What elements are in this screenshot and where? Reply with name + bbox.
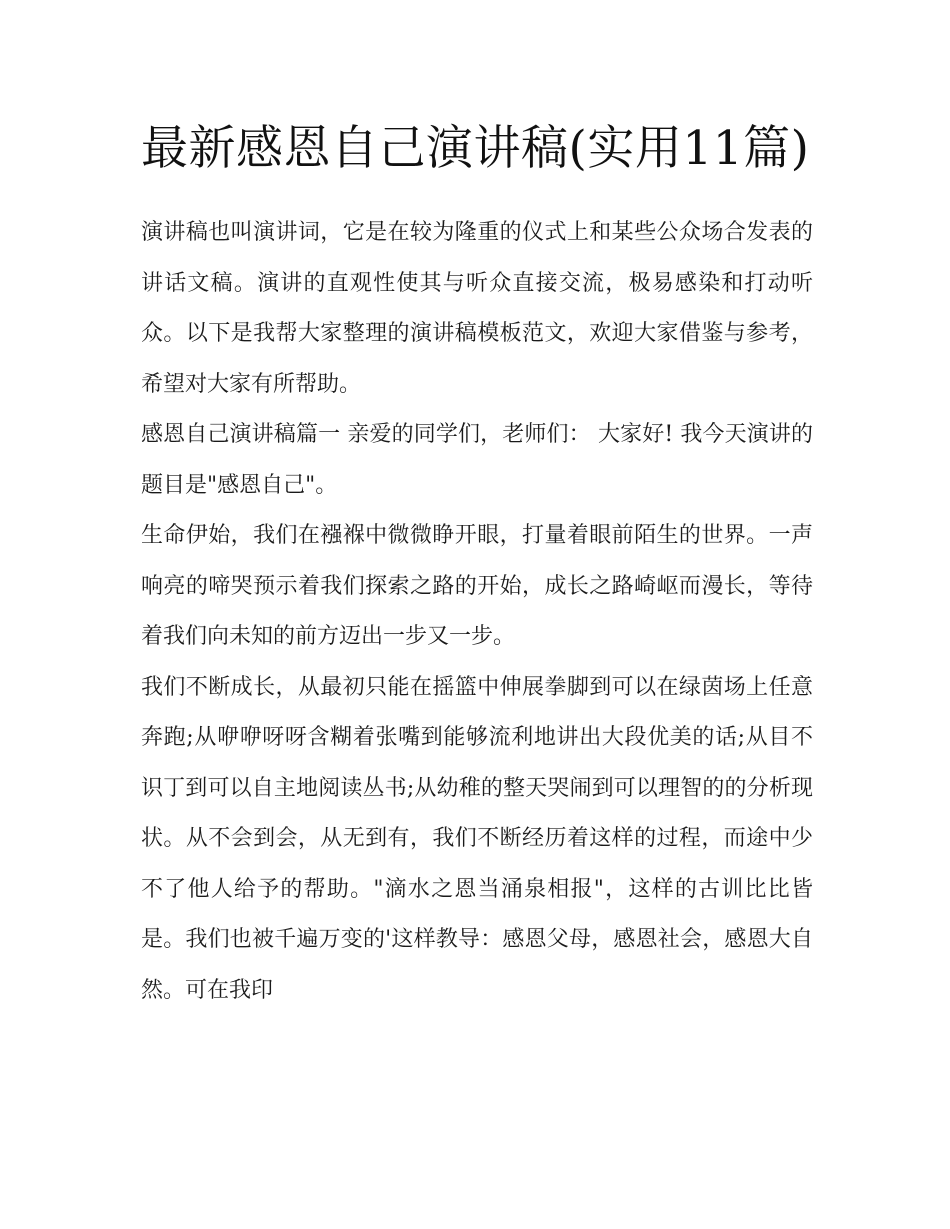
paragraph-greeting: 感恩自己演讲稿篇一 亲爱的同学们，老师们： 大家好! 我今天演讲的题目是"感恩自己"。 — [141, 422, 813, 498]
paragraph-intro: 演讲稿也叫演讲词，它是在较为隆重的仪式上和某些公众场合发表的讲话文稿。演讲的直观性使其与听众直接交流，极易感染和打动听众。以下是我帮大家整理的演讲稿模板范文，欢迎大家借鉴与参考，希望对大家有所帮助。 — [141, 220, 813, 397]
paragraph-growth: 我们不断成长，从最初只能在摇篮中伸展拳脚到可以在绿茵场上任意奔跑;从咿咿呀呀含糊着张嘴到能够流利地讲出大段优美的话;从目不识丁到可以自主地阅读丛书;从幼稚的整天哭闹到可以理智的的分析现状。从不会到会，从无到有，我们不断经历着这样的过程，而途中少不了他人给予的帮助。"滴水之恩当涌泉相报"，这样的古训比比皆是。我们也被千遍万变的'这样教导：感恩父母，感恩社会，感恩大自然。可在我印 — [141, 674, 813, 1003]
document-body — [141, 112, 813, 1016]
paragraph-birth: 生命伊始，我们在襁褓中微微睁开眼，打量着眼前陌生的世界。一声响亮的啼哭预示着我们探索之路的开始，成长之路崎岖而漫长，等待着我们向未知的前方迈出一步又一步。 — [141, 523, 813, 649]
document-title: 最新感恩自己演讲稿(实用11篇) — [141, 121, 810, 176]
